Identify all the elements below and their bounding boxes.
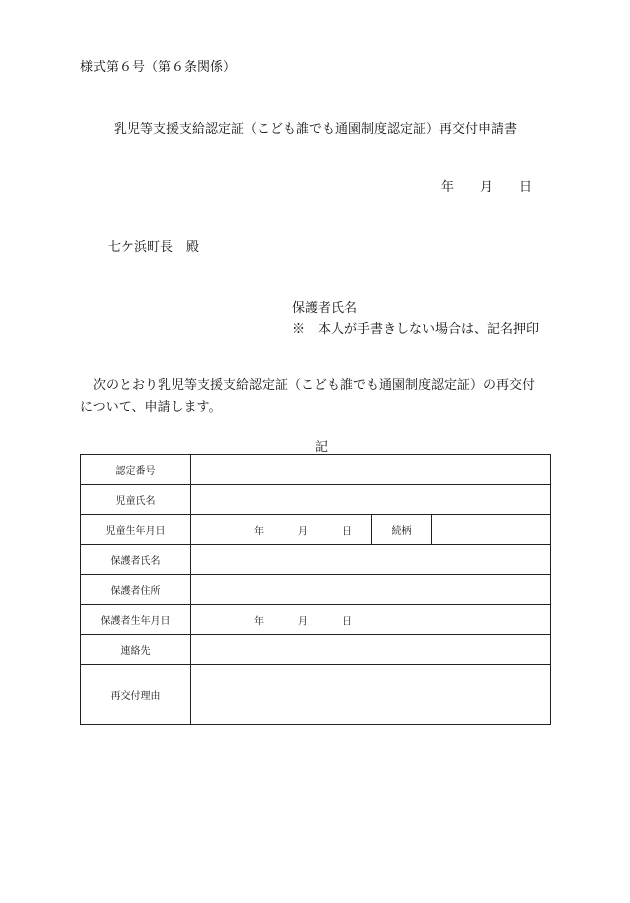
child-birth-month-label: 月	[298, 526, 308, 537]
label-reissue-reason: 再交付理由	[81, 665, 191, 725]
guardian-name-label: 保護者氏名	[292, 301, 358, 316]
input-contact[interactable]	[191, 635, 551, 665]
application-statement	[80, 375, 560, 419]
statement-line-1: 次のとおり乳児等支援支給認定証（こども誰でも通園制度認定証）の再交付	[93, 378, 536, 393]
application-form-table	[80, 454, 551, 725]
guardian-birth-year-label: 年	[254, 616, 264, 627]
label-relationship: 続柄	[372, 515, 432, 545]
signature-note: ※ 本人が手書きしない場合は、記名押印	[292, 322, 540, 337]
document-title: 乳児等支援支給認定証（こども誰でも通園制度認定証）再交付申請書	[114, 122, 518, 137]
date-year-label: 年	[441, 180, 455, 195]
label-guardian-name: 保護者氏名	[81, 545, 191, 575]
input-certificate-number[interactable]	[191, 455, 551, 485]
input-guardian-address[interactable]	[191, 575, 551, 605]
child-birth-year-label: 年	[254, 526, 264, 537]
input-child-birthdate[interactable]	[191, 515, 372, 545]
label-child-name: 児童氏名	[81, 485, 191, 515]
statement-line-2: について、申請します。	[80, 400, 222, 415]
input-child-name[interactable]	[191, 485, 551, 515]
table-row-child-birthdate	[81, 515, 551, 545]
input-guardian-birthdate[interactable]	[191, 605, 551, 635]
addressee: 七ケ浜町長 殿	[108, 240, 200, 255]
table-row-certificate-number	[81, 455, 551, 485]
form-number: 様式第６号（第６条関係）	[80, 60, 237, 75]
input-relationship[interactable]	[432, 515, 551, 545]
table-row-guardian-name	[81, 545, 551, 575]
label-child-birthdate: 児童生年月日	[81, 515, 191, 545]
table-row-child-name	[81, 485, 551, 515]
application-date	[441, 176, 532, 195]
label-guardian-birthdate: 保護者生年月日	[81, 605, 191, 635]
date-day-label: 日	[519, 180, 533, 195]
table-row-reissue-reason	[81, 665, 551, 725]
ki-heading: 記	[315, 440, 329, 455]
guardian-birth-month-label: 月	[298, 616, 308, 627]
label-contact: 連絡先	[81, 635, 191, 665]
guardian-birth-day-label: 日	[342, 616, 352, 627]
label-certificate-number: 認定番号	[81, 455, 191, 485]
label-guardian-address: 保護者住所	[81, 575, 191, 605]
input-guardian-name[interactable]	[191, 545, 551, 575]
date-month-label: 月	[480, 180, 494, 195]
table-row-contact	[81, 635, 551, 665]
table-row-guardian-birthdate	[81, 605, 551, 635]
child-birth-day-label: 日	[342, 526, 352, 537]
table-row-guardian-address	[81, 575, 551, 605]
input-reissue-reason[interactable]	[191, 665, 551, 725]
